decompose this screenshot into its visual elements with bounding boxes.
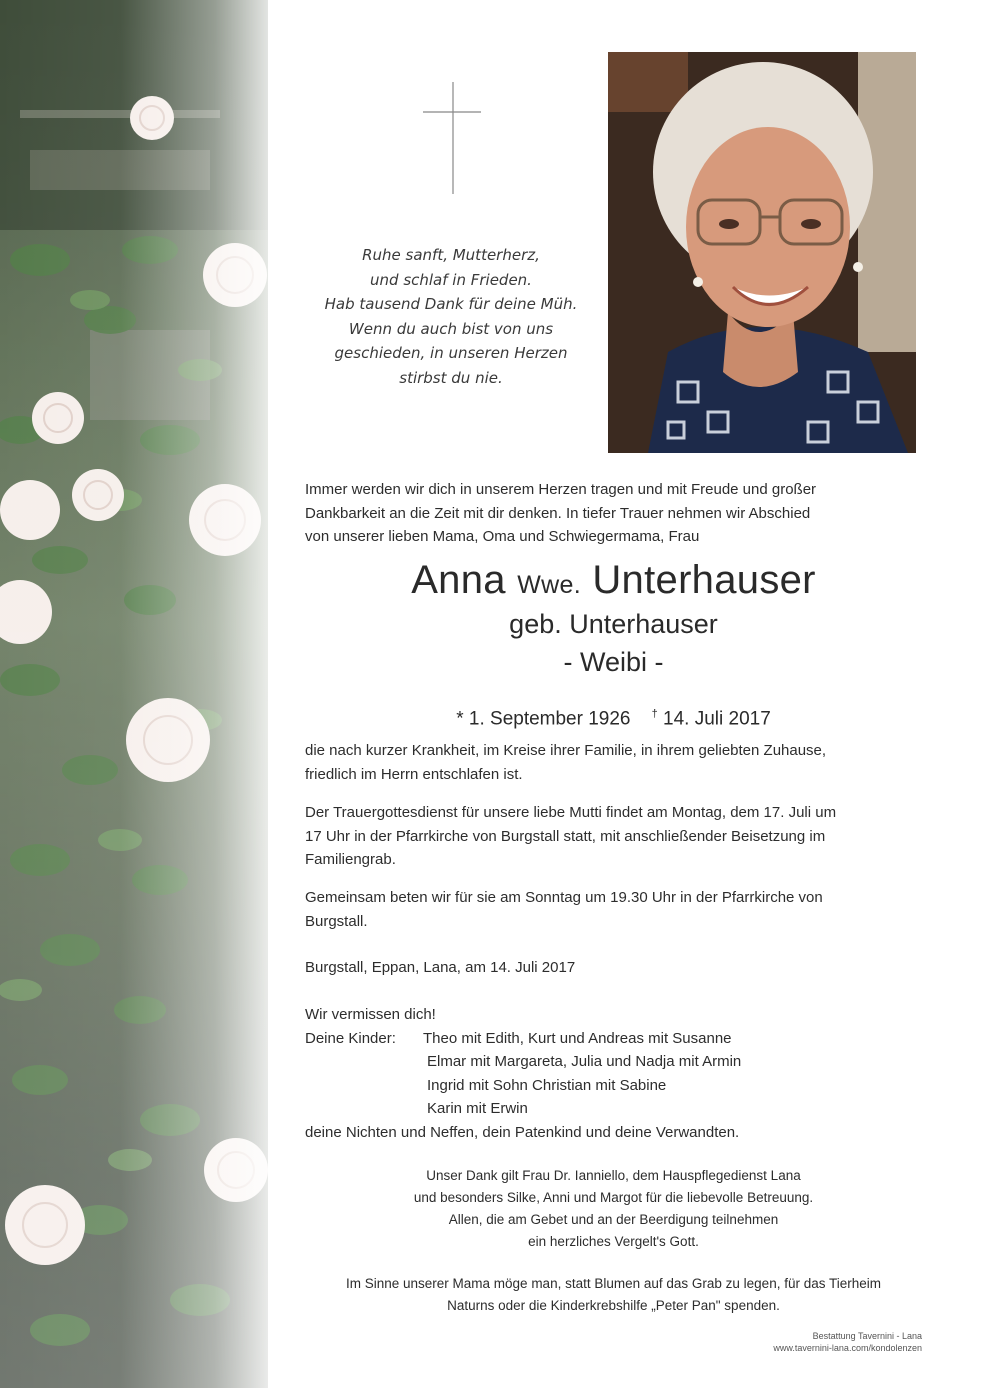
child-line: Karin mit Erwin (427, 1100, 528, 1117)
birth-date: 1. September 1926 (468, 708, 631, 730)
poem-line: Wenn du auch bist von uns (348, 319, 554, 338)
death-marker: † (651, 708, 658, 720)
death-date: 14. Juli 2017 (663, 708, 771, 730)
mourners (305, 1003, 741, 1144)
poem-line: geschieden, in unseren Herzen (334, 344, 568, 362)
birth-marker: * (456, 708, 464, 730)
thanks-line: ein herzliches Vergelt's Gott. (528, 1234, 699, 1249)
intro-paragraph (305, 478, 922, 549)
birth-name: geb. Unterhauser (509, 609, 718, 639)
poem-line: und schlaf in Frieden. (370, 270, 532, 289)
condolence-link[interactable]: www.tavernini-lana.com/kondolenzen (773, 1342, 922, 1353)
cross-icon (423, 82, 481, 194)
passing-paragraph (305, 739, 922, 786)
rose-photo (0, 0, 268, 1388)
child-line: Ingrid mit Sohn Christian mit Sabine (427, 1076, 667, 1094)
nickname: - Weibi - (563, 647, 664, 677)
poem-line: Ruhe sanft, Mutterherz, (362, 246, 540, 264)
donation-line: Im Sinne unserer Mama möge man, statt Blumen auf das Grab zu legen, für das Tierheim (345, 1276, 881, 1291)
children-label: Deine Kinder: (305, 1029, 396, 1047)
footer (622, 1331, 922, 1354)
funeral-paragraph (305, 801, 922, 872)
child-line: Theo mit Edith, Kurt und Andreas mit Susanne (423, 1029, 732, 1047)
thanks-line: Allen, die am Gebet und an der Beerdigung teilnehmen (448, 1212, 779, 1227)
first-name: Anna (411, 558, 506, 602)
poem-line: stirbst du nie. (399, 368, 503, 387)
child-line: Elmar mit Margareta, Julia und Nadja mit Armin (427, 1053, 742, 1070)
deceased-name (305, 557, 922, 608)
funeral-line: Familiengrab. (305, 851, 396, 868)
portrait-photo (608, 52, 916, 453)
thanks (305, 1165, 922, 1253)
thanks-line: und besonders Silke, Anni und Margot für die liebevolle Betreuung. (413, 1190, 814, 1205)
last-name: Unterhauser (592, 558, 816, 602)
intro-line: Immer werden wir dich in unserem Herzen tragen und mit Freude und großer (305, 481, 817, 498)
prayer-line: Gemeinsam beten wir für sie am Sonntag um 19.30 Uhr in der Pfarrkirche von (305, 889, 823, 906)
funeral-line: Der Trauergottesdienst für unsere liebe Mutti findet am Montag, dem 17. Juli um (305, 804, 837, 821)
miss-you: Wir vermissen dich! (305, 1006, 436, 1023)
place-date: Burgstall, Eppan, Lana, am 14. Juli 2017 (305, 959, 576, 976)
funeral-home: Bestattung Tavernini - Lana (812, 1331, 922, 1341)
donation-line: Naturns oder die Kinderkrebshilfe „Peter Pan" spenden. (447, 1298, 780, 1313)
widow-title: Wwe. (517, 571, 581, 599)
poem (296, 243, 606, 390)
intro-line: von unserer lieben Mama, Oma und Schwiegermama, Frau (305, 528, 700, 545)
prayer-paragraph (305, 886, 922, 933)
intro-line: Dankbarkeit an die Zeit mit dir denken. In tiefer Trauer nehmen wir Abschied (305, 504, 811, 522)
life-dates (305, 700, 922, 733)
thanks-line: Unser Dank gilt Frau Dr. Ianniello, dem Hauspflegedienst Lana (426, 1168, 801, 1183)
poem-line: Hab tausend Dank für deine Müh. (324, 295, 578, 313)
donation (305, 1273, 922, 1317)
prayer-line: Burgstall. (305, 912, 368, 930)
other-mourners: deine Nichten und Neffen, dein Patenkind und deine Verwandten. (305, 1123, 740, 1141)
passing-line: friedlich im Herrn entschlafen ist. (305, 765, 523, 783)
passing-line: die nach kurzer Krankheit, im Kreise ihrer Familie, in ihrem geliebten Zuhause, (305, 742, 827, 759)
funeral-line: 17 Uhr in der Pfarrkirche von Burgstall statt, mit anschließender Beisetzung im (305, 827, 826, 845)
